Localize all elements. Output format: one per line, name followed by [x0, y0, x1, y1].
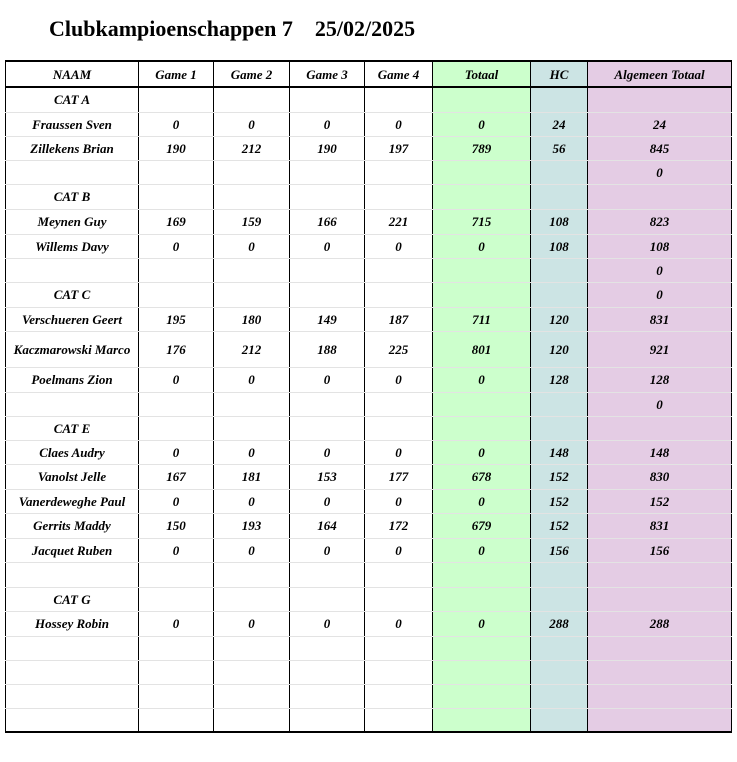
- cell-game2: [214, 416, 290, 440]
- cell-hc: 288: [531, 611, 588, 636]
- cell-totaal: [433, 184, 531, 209]
- cell-game1: 195: [139, 307, 214, 331]
- cell-game4: [365, 160, 433, 184]
- cell-algemeen-totaal: [588, 660, 732, 684]
- cell-totaal: 0: [433, 611, 531, 636]
- cell-game2: [214, 184, 290, 209]
- table-row: [6, 708, 732, 732]
- cell-totaal: 789: [433, 136, 531, 160]
- cell-game4: 187: [365, 307, 433, 331]
- cell-game2: [214, 282, 290, 307]
- cell-hc: [531, 416, 588, 440]
- cell-naam: [6, 562, 139, 587]
- cell-hc: [531, 87, 588, 112]
- cell-algemeen-totaal: 823: [588, 209, 732, 234]
- cell-hc: 128: [531, 367, 588, 392]
- results-table: [5, 60, 732, 733]
- cell-game1: [139, 160, 214, 184]
- cell-game2: [214, 562, 290, 587]
- col-algemeen-totaal: Algemeen Totaal: [588, 61, 732, 87]
- cell-game4: [365, 87, 433, 112]
- cell-game1: 0: [139, 367, 214, 392]
- cell-game1: [139, 587, 214, 611]
- table-row: [6, 209, 732, 234]
- table-row: [6, 331, 732, 367]
- cell-totaal: 0: [433, 234, 531, 258]
- cell-game2: 0: [214, 538, 290, 562]
- col-naam: NAAM: [6, 61, 139, 87]
- cell-game4: [365, 636, 433, 660]
- cell-game1: [139, 562, 214, 587]
- cell-game4: 197: [365, 136, 433, 160]
- cell-game2: 181: [214, 464, 290, 489]
- cell-totaal: 0: [433, 367, 531, 392]
- table-row: [6, 416, 732, 440]
- cell-algemeen-totaal: 830: [588, 464, 732, 489]
- table-row: [6, 392, 732, 416]
- col-game3: Game 3: [290, 61, 365, 87]
- cell-hc: [531, 160, 588, 184]
- cell-game1: [139, 416, 214, 440]
- cell-game1: 176: [139, 331, 214, 367]
- cell-algemeen-totaal: 831: [588, 307, 732, 331]
- cell-game3: 0: [290, 234, 365, 258]
- cell-hc: 152: [531, 464, 588, 489]
- cell-game3: [290, 184, 365, 209]
- cell-hc: [531, 660, 588, 684]
- cell-game4: 0: [365, 489, 433, 513]
- cell-game4: 0: [365, 538, 433, 562]
- table-row: [6, 307, 732, 331]
- cell-naam: Vanerdeweghe Paul: [6, 489, 139, 513]
- cell-game2: [214, 587, 290, 611]
- cell-game3: [290, 684, 365, 708]
- cell-algemeen-totaal: [588, 416, 732, 440]
- table-row: [6, 112, 732, 136]
- cell-game4: 225: [365, 331, 433, 367]
- cell-game1: [139, 282, 214, 307]
- cell-game2: [214, 392, 290, 416]
- cell-game4: 0: [365, 611, 433, 636]
- cell-totaal: [433, 282, 531, 307]
- cell-game4: [365, 562, 433, 587]
- cell-game1: 0: [139, 611, 214, 636]
- cell-hc: 24: [531, 112, 588, 136]
- cell-game4: [365, 392, 433, 416]
- cell-hc: [531, 184, 588, 209]
- cell-naam: [6, 258, 139, 282]
- cell-hc: [531, 587, 588, 611]
- cell-algemeen-totaal: 845: [588, 136, 732, 160]
- cell-game3: [290, 282, 365, 307]
- page-title: [49, 16, 415, 42]
- cell-game2: 0: [214, 367, 290, 392]
- cell-algemeen-totaal: 831: [588, 513, 732, 538]
- col-game1: Game 1: [139, 61, 214, 87]
- cell-game4: [365, 684, 433, 708]
- cell-game3: 166: [290, 209, 365, 234]
- cell-game1: [139, 87, 214, 112]
- table-row: [6, 160, 732, 184]
- cell-naam: [6, 684, 139, 708]
- cell-hc: 108: [531, 209, 588, 234]
- cell-game1: [139, 184, 214, 209]
- cell-game3: [290, 392, 365, 416]
- cell-totaal: [433, 636, 531, 660]
- cell-game3: 0: [290, 538, 365, 562]
- cell-algemeen-totaal: [588, 587, 732, 611]
- table-row: [6, 258, 732, 282]
- cell-game3: 0: [290, 112, 365, 136]
- cell-game2: 212: [214, 331, 290, 367]
- cell-game3: 164: [290, 513, 365, 538]
- cell-totaal: [433, 258, 531, 282]
- cell-game4: 0: [365, 234, 433, 258]
- cell-algemeen-totaal: [588, 184, 732, 209]
- cell-naam: Claes Audry: [6, 440, 139, 464]
- cell-naam: Vanolst Jelle: [6, 464, 139, 489]
- cell-game1: 167: [139, 464, 214, 489]
- col-hc: HC: [531, 61, 588, 87]
- title-text: Clubkampioenschappen 7: [49, 16, 293, 41]
- cell-algemeen-totaal: [588, 636, 732, 660]
- cell-naam: Poelmans Zion: [6, 367, 139, 392]
- cell-game2: [214, 160, 290, 184]
- cell-algemeen-totaal: 128: [588, 367, 732, 392]
- cell-hc: [531, 562, 588, 587]
- cell-totaal: 0: [433, 489, 531, 513]
- table-row: [6, 636, 732, 660]
- cell-game4: [365, 708, 433, 732]
- cell-totaal: [433, 562, 531, 587]
- cell-hc: 120: [531, 307, 588, 331]
- cell-algemeen-totaal: 921: [588, 331, 732, 367]
- cell-game2: 193: [214, 513, 290, 538]
- cell-naam: Fraussen Sven: [6, 112, 139, 136]
- cell-game4: [365, 184, 433, 209]
- table-row: [6, 660, 732, 684]
- cell-game1: 0: [139, 440, 214, 464]
- cell-naam: Jacquet Ruben: [6, 538, 139, 562]
- cell-naam: [6, 708, 139, 732]
- cell-game1: 0: [139, 234, 214, 258]
- cell-game4: 177: [365, 464, 433, 489]
- cell-hc: 148: [531, 440, 588, 464]
- cell-game2: 0: [214, 112, 290, 136]
- table-row: [6, 234, 732, 258]
- cell-hc: [531, 258, 588, 282]
- cell-hc: [531, 282, 588, 307]
- cell-game3: [290, 636, 365, 660]
- table-row: [6, 464, 732, 489]
- cell-game1: 0: [139, 112, 214, 136]
- cell-naam: CAT E: [6, 416, 139, 440]
- cell-game2: 0: [214, 440, 290, 464]
- cell-totaal: 0: [433, 440, 531, 464]
- cell-game1: [139, 636, 214, 660]
- cell-totaal: 0: [433, 112, 531, 136]
- cell-algemeen-totaal: 156: [588, 538, 732, 562]
- cell-game2: 0: [214, 234, 290, 258]
- cell-totaal: [433, 660, 531, 684]
- cell-algemeen-totaal: 108: [588, 234, 732, 258]
- cell-game4: [365, 660, 433, 684]
- table-row: [6, 587, 732, 611]
- cell-game4: [365, 416, 433, 440]
- cell-game4: [365, 587, 433, 611]
- cell-naam: [6, 660, 139, 684]
- table-row: [6, 489, 732, 513]
- cell-naam: Zillekens Brian: [6, 136, 139, 160]
- cell-game4: 0: [365, 112, 433, 136]
- cell-totaal: 715: [433, 209, 531, 234]
- cell-game1: 150: [139, 513, 214, 538]
- col-totaal: Totaal: [433, 61, 531, 87]
- cell-algemeen-totaal: 288: [588, 611, 732, 636]
- cell-naam: Verschueren Geert: [6, 307, 139, 331]
- cell-naam: Kaczmarowski Marco: [6, 331, 139, 367]
- cell-game1: 0: [139, 489, 214, 513]
- table-row: [6, 367, 732, 392]
- col-game4: Game 4: [365, 61, 433, 87]
- cell-game3: 188: [290, 331, 365, 367]
- cell-algemeen-totaal: 0: [588, 282, 732, 307]
- cell-game1: [139, 684, 214, 708]
- cell-game3: 0: [290, 440, 365, 464]
- cell-game3: [290, 258, 365, 282]
- cell-naam: Meynen Guy: [6, 209, 139, 234]
- cell-game2: 0: [214, 489, 290, 513]
- cell-totaal: [433, 87, 531, 112]
- cell-totaal: 711: [433, 307, 531, 331]
- cell-game1: 190: [139, 136, 214, 160]
- cell-naam: Hossey Robin: [6, 611, 139, 636]
- cell-game2: [214, 660, 290, 684]
- cell-hc: [531, 392, 588, 416]
- cell-game3: [290, 87, 365, 112]
- cell-game3: 0: [290, 489, 365, 513]
- cell-game2: 180: [214, 307, 290, 331]
- cell-totaal: 801: [433, 331, 531, 367]
- cell-totaal: [433, 392, 531, 416]
- cell-algemeen-totaal: [588, 562, 732, 587]
- cell-game3: [290, 660, 365, 684]
- cell-game4: [365, 258, 433, 282]
- cell-algemeen-totaal: [588, 684, 732, 708]
- cell-game3: [290, 160, 365, 184]
- table-row: [6, 87, 732, 112]
- cell-totaal: [433, 416, 531, 440]
- cell-naam: CAT C: [6, 282, 139, 307]
- cell-totaal: 0: [433, 538, 531, 562]
- cell-game4: 0: [365, 440, 433, 464]
- cell-game2: 0: [214, 611, 290, 636]
- cell-game3: 0: [290, 611, 365, 636]
- cell-hc: [531, 684, 588, 708]
- cell-naam: Willems Davy: [6, 234, 139, 258]
- table-row: [6, 184, 732, 209]
- table-row: [6, 562, 732, 587]
- table-row: [6, 282, 732, 307]
- cell-algemeen-totaal: 0: [588, 392, 732, 416]
- cell-game4: [365, 282, 433, 307]
- cell-game1: 0: [139, 538, 214, 562]
- cell-hc: 108: [531, 234, 588, 258]
- cell-totaal: [433, 684, 531, 708]
- cell-game3: [290, 587, 365, 611]
- col-game2: Game 2: [214, 61, 290, 87]
- cell-game1: [139, 392, 214, 416]
- table-row: [6, 440, 732, 464]
- cell-game2: [214, 636, 290, 660]
- cell-algemeen-totaal: [588, 708, 732, 732]
- cell-game4: 0: [365, 367, 433, 392]
- cell-naam: CAT A: [6, 87, 139, 112]
- cell-game2: [214, 258, 290, 282]
- cell-game3: 153: [290, 464, 365, 489]
- cell-algemeen-totaal: 0: [588, 258, 732, 282]
- table-row: [6, 513, 732, 538]
- cell-game3: 0: [290, 367, 365, 392]
- cell-game2: [214, 87, 290, 112]
- cell-naam: CAT G: [6, 587, 139, 611]
- cell-naam: [6, 636, 139, 660]
- cell-game3: [290, 708, 365, 732]
- cell-game3: 190: [290, 136, 365, 160]
- cell-game2: 212: [214, 136, 290, 160]
- cell-hc: [531, 636, 588, 660]
- table-row: [6, 611, 732, 636]
- table-row: [6, 538, 732, 562]
- cell-algemeen-totaal: 152: [588, 489, 732, 513]
- cell-game3: 149: [290, 307, 365, 331]
- title-date: 25/02/2025: [314, 16, 416, 41]
- cell-game2: [214, 684, 290, 708]
- cell-game4: 221: [365, 209, 433, 234]
- cell-hc: 152: [531, 489, 588, 513]
- cell-game1: [139, 258, 214, 282]
- cell-totaal: [433, 708, 531, 732]
- cell-hc: 120: [531, 331, 588, 367]
- header-row: [6, 61, 732, 87]
- cell-algemeen-totaal: 148: [588, 440, 732, 464]
- cell-game1: [139, 708, 214, 732]
- cell-game3: [290, 416, 365, 440]
- cell-game4: 172: [365, 513, 433, 538]
- cell-game2: [214, 708, 290, 732]
- cell-algemeen-totaal: [588, 87, 732, 112]
- cell-hc: 56: [531, 136, 588, 160]
- cell-game1: [139, 660, 214, 684]
- cell-algemeen-totaal: 24: [588, 112, 732, 136]
- cell-game2: 159: [214, 209, 290, 234]
- cell-totaal: [433, 160, 531, 184]
- cell-hc: [531, 708, 588, 732]
- cell-hc: 156: [531, 538, 588, 562]
- cell-game1: 169: [139, 209, 214, 234]
- table-row: [6, 136, 732, 160]
- cell-naam: [6, 392, 139, 416]
- cell-totaal: 679: [433, 513, 531, 538]
- table-row: [6, 684, 732, 708]
- cell-game3: [290, 562, 365, 587]
- cell-hc: 152: [531, 513, 588, 538]
- cell-totaal: [433, 587, 531, 611]
- cell-naam: Gerrits Maddy: [6, 513, 139, 538]
- cell-totaal: 678: [433, 464, 531, 489]
- cell-naam: [6, 160, 139, 184]
- cell-naam: CAT B: [6, 184, 139, 209]
- cell-algemeen-totaal: 0: [588, 160, 732, 184]
